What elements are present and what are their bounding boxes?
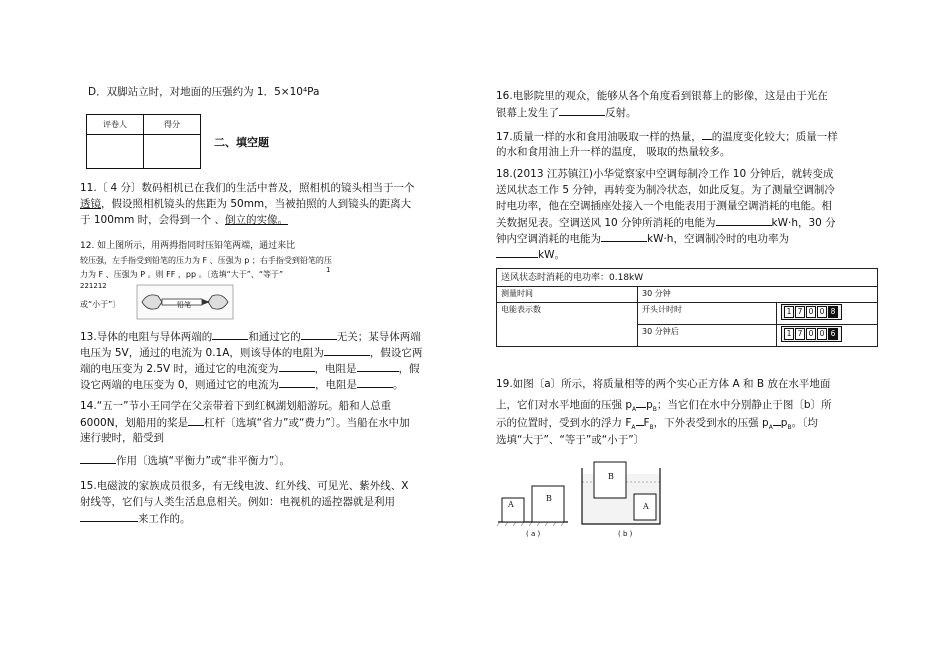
- pencil-label: 铅笔: [177, 301, 191, 309]
- q12-line2: 较压强，左手指受到铅笔的压力为 F 、压强为 p ；右手指受到铅笔的压: [80, 256, 332, 265]
- q19-text-g: p: [780, 417, 788, 429]
- cube-b-ground: [532, 486, 564, 522]
- q19-sub: B: [649, 424, 654, 432]
- q19-text-c: ；当它们在水中分别静止于图〔b〕所: [656, 399, 832, 411]
- q13-text-j: ，电阻是: [315, 379, 358, 391]
- q16-line2: [496, 104, 637, 122]
- q14-line1: 14.“五一”节小王同学在父亲带着下到红枫湖划船游玩。船和人总重: [80, 400, 392, 412]
- q13-text-k: 。: [393, 379, 404, 391]
- score-cell: [144, 135, 201, 169]
- q15-line2: 射线等，它们与人类生活息息相关。例如：电视机的遥控器就是利用: [80, 496, 395, 508]
- q13-text-g: ，电阻是: [314, 363, 357, 375]
- q13-text-h: ，假: [398, 363, 420, 375]
- meter-end-digit: 0: [817, 328, 827, 340]
- q14-blank-1[interactable]: [188, 414, 204, 426]
- q19-sub: A: [768, 424, 773, 432]
- q14-blank-2[interactable]: [80, 452, 116, 464]
- q13-text-a: 13.导体的电阻与导体两端的: [80, 331, 213, 343]
- score-header: 得分: [144, 115, 201, 135]
- meter-start-reading: [777, 303, 878, 325]
- q11-line2-text: ，假设照相机镜头的焦距为 50mm，当被拍照的人到镜头的距离大: [101, 198, 412, 210]
- q11-line3: [80, 212, 288, 229]
- meter-table: [496, 268, 878, 347]
- q18-line2: 送风状态工作 5 分钟，再转变为制冷状态，如此反复。为了测量空调制冷: [496, 184, 835, 196]
- q18-blank-3[interactable]: [496, 246, 538, 258]
- q15-text: 来工作的。: [138, 513, 191, 525]
- q15-blank[interactable]: [80, 510, 138, 522]
- meter-row-time-label: 测量时间: [497, 287, 638, 303]
- q18-line1: 18.(2013 江苏镇江)小华觉察家中空调每制冷工作 10 分钟后，就转变成: [496, 168, 834, 180]
- q13-text-d: 电压为 5V，通过的电流为 0.1A，则该导体的电阻为: [80, 347, 324, 359]
- q14-text-c: 作用〔选填“平衡力”或“非平衡力”〕。: [116, 455, 291, 467]
- q14-line4: [80, 452, 290, 470]
- q14-text-b: 杠杆〔选填“省力”或“费力”〕。当船在水中加: [204, 417, 410, 429]
- q18-text-b: kW·h，30 分: [771, 217, 836, 229]
- q13-text-c: 无关；某导体两端: [336, 331, 421, 343]
- q18-line5: [496, 230, 789, 248]
- q17-line1: [496, 128, 838, 146]
- q19-blank-3[interactable]: [773, 414, 781, 426]
- q13-text-f: 端的电压变为 2.5V 时，通过它的电流变为: [80, 363, 279, 375]
- section-title: 二、填空题: [214, 136, 269, 149]
- cube-b-label-b: B: [608, 472, 614, 481]
- q18-blank-2[interactable]: [601, 230, 647, 242]
- meter-start-digit: 7: [795, 306, 805, 318]
- q17-line2: [496, 144, 730, 161]
- q19-text-f: ，下外表受到水的压强 p: [653, 417, 769, 429]
- q13-blank-2[interactable]: [301, 328, 337, 340]
- q19-line4: 选填“大于”、“等于”或“小于”〕: [496, 434, 645, 446]
- grader-cell: [87, 135, 144, 169]
- grader-table: [86, 114, 201, 169]
- meter-row-power: 送风状态时消耗的电功率：0.18kW: [497, 269, 878, 287]
- meter-start-display: [781, 304, 842, 320]
- q19-text-e: F: [643, 417, 650, 429]
- q19-blank-1[interactable]: [636, 396, 646, 408]
- q19-sub: A: [632, 406, 637, 414]
- meter-end-digit: 1: [784, 328, 794, 340]
- q13-text-i: 设它两端的电压变为 0，则通过它的电流为: [80, 379, 280, 391]
- q12-superscript: 1: [326, 266, 331, 274]
- meter-start-label: 开头计时时: [638, 303, 777, 325]
- q15-line1: 15.电磁波的家族成员很多，有无线电波、红外线、可见光、紫外线、X: [80, 480, 409, 492]
- q19-text-a: 上，它们对水平地面的压强 p: [496, 399, 633, 411]
- q19-text-d: 示的位置时，受到水的浮力 F: [496, 417, 632, 429]
- q19-line1: 19.如图〔a〕所示，将质量相等的两个实心正方体 A 和 B 放在水平地面: [496, 378, 831, 390]
- q18-text-e: kW。: [538, 249, 565, 261]
- figure-b-label: ( b ): [618, 530, 633, 538]
- q12-line5: 或“小于”〕: [80, 300, 121, 309]
- q11-line2: [80, 196, 411, 213]
- q19-text-b: p: [646, 399, 653, 411]
- meter-end-digit: 7: [795, 328, 805, 340]
- q13-line1: [80, 328, 421, 346]
- meter-end-reading: [777, 325, 878, 347]
- meter-end-label: 30 分钟后: [638, 325, 777, 347]
- q14-line3: 速行驶时，船受到: [80, 432, 164, 444]
- q19-sub: B: [787, 424, 792, 432]
- grader-header: 评卷人: [87, 115, 144, 135]
- q16-text-a: 银幕上发生了: [496, 107, 559, 119]
- q16-text-b: 反射。: [605, 107, 637, 119]
- q13-blank-3[interactable]: [324, 344, 370, 356]
- q16-line1: 16.电影院里的观众，能够从各个角度看到银幕上的影像，这是由于光在: [496, 90, 828, 102]
- meter-start-digit: 0: [806, 306, 816, 318]
- q16-blank[interactable]: [559, 104, 605, 116]
- q13-blank-5[interactable]: [357, 360, 399, 372]
- q13-line2: [80, 344, 422, 362]
- q11-answer-lens: 透镜: [80, 198, 101, 210]
- q13-text-b: 和通过它的: [248, 331, 301, 343]
- q11-line3-tail: 倒立的实像。: [225, 214, 289, 226]
- q18-line4: [496, 214, 836, 232]
- meter-start-digit: 8: [828, 306, 838, 318]
- figure-a-label: ( a ): [526, 530, 541, 538]
- q15-line3: [80, 510, 191, 528]
- meter-end-digit: 6: [828, 328, 838, 340]
- q14-line2: [80, 414, 410, 432]
- cube-b-label-a: B: [546, 494, 552, 503]
- q18-line3: 时电功率，他在空调插座处接入一个电能表用于测量空调消耗的电能。相: [496, 200, 832, 212]
- q17-text-c: 的水和食用油上升一样的温度， 吸: [496, 146, 657, 158]
- q19-sub: B: [652, 406, 657, 414]
- meter-row-time-value: 30 分钟: [638, 287, 878, 303]
- q19-blank-2[interactable]: [636, 414, 644, 426]
- cube-a-label-a: A: [508, 500, 514, 509]
- option-d: D．双脚站立时，对地面的压强约为 1．5×10⁴Pa: [88, 86, 320, 98]
- q18-blank-1[interactable]: [716, 214, 772, 226]
- q13-blank-1[interactable]: [212, 328, 248, 340]
- q12-line3: 力为 F 、压强为 P 。则 FF ，pp 。〔选填“大于”、“等于”: [80, 270, 284, 279]
- q18-text-a: 关数据见表。空调送风 10 分钟所消耗的电能为: [496, 217, 716, 229]
- cube-a-label-b: A: [643, 502, 649, 511]
- q13-blank-4[interactable]: [279, 360, 315, 372]
- q13-blank-7[interactable]: [357, 376, 393, 388]
- q12-subscripts: 221212: [80, 282, 107, 290]
- q17-text-a: 17.质量一样的水和食用油吸取一样的热量，: [496, 131, 702, 143]
- q13-blank-6[interactable]: [279, 376, 315, 388]
- q13-line4: [80, 376, 404, 394]
- q13-text-e: ，假设它两: [369, 347, 423, 359]
- meter-end-display: [781, 326, 842, 342]
- q18-text-c: 钟内空调消耗的电能为: [496, 233, 601, 245]
- q18-text-d: kW·h，空调制冷时的电功率为: [647, 233, 789, 245]
- q19-sub: A: [631, 424, 636, 432]
- q17-text-d: 取的热量较多。: [656, 146, 731, 158]
- cube-figure: [494, 456, 668, 542]
- q13-line3: [80, 360, 420, 378]
- q19-text-h: 。〔均: [791, 417, 818, 429]
- q14-text-a: 6000N，划船用的桨是: [80, 417, 189, 429]
- meter-row-reading-label: 电能表示数: [497, 303, 638, 347]
- q11-line3-text: 于 100mm 时，会得到一个 、: [80, 214, 226, 226]
- meter-start-digit: 0: [817, 306, 827, 318]
- q18-line6: [496, 246, 565, 264]
- q17-blank-1[interactable]: [702, 128, 712, 140]
- meter-start-digit: 1: [784, 306, 794, 318]
- q17-text-b: 的温度变化较大；质量一样: [711, 131, 838, 143]
- q12-line1: 12. 如上图所示，用两拇指同时压铅笔两端，通过来比: [80, 241, 296, 251]
- meter-end-digit: 0: [806, 328, 816, 340]
- q11-line1: 11.〔 4 分〕数码相机已在我们的生活中普及，照相机的镜头相当于一个: [80, 182, 415, 194]
